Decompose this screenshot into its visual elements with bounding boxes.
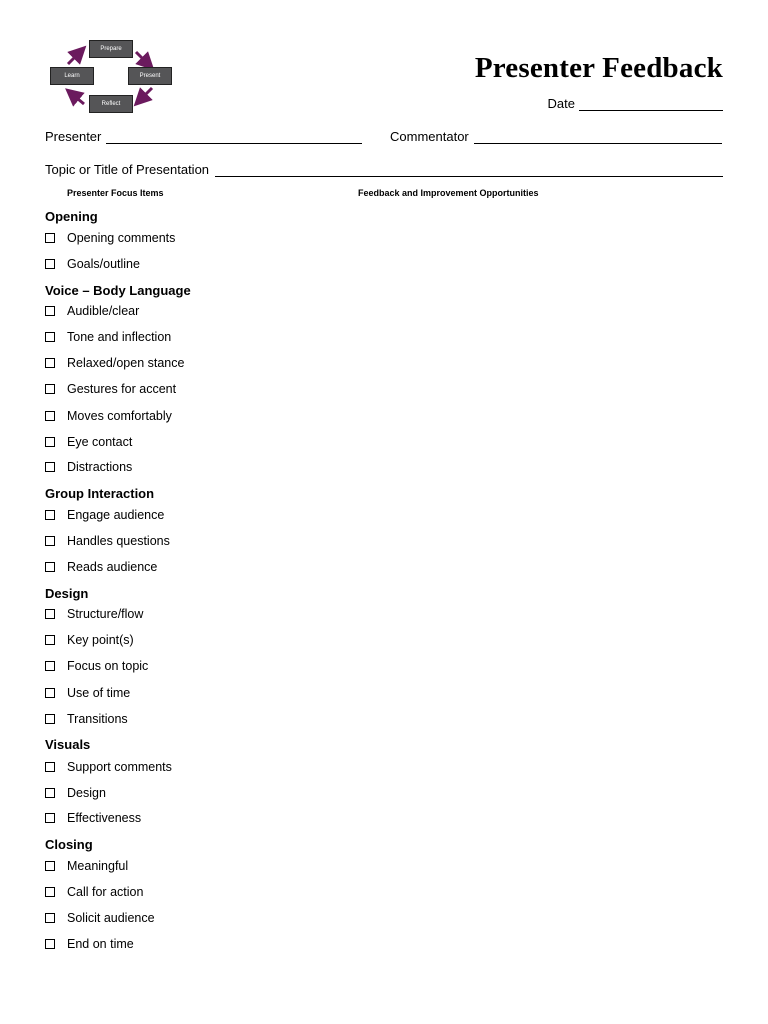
checkbox[interactable] — [45, 635, 55, 645]
checklist-item-label: Solicit audience — [67, 911, 155, 925]
checklist-item[interactable] — [45, 911, 155, 925]
checklist-item-label: Relaxed/open stance — [67, 356, 185, 370]
checklist-item[interactable] — [45, 937, 134, 951]
logo-cycle-diagram — [48, 38, 174, 116]
checkbox[interactable] — [45, 384, 55, 394]
checklist-item[interactable] — [45, 409, 172, 423]
checkbox[interactable] — [45, 437, 55, 447]
topic-label: Topic or Title of Presentation — [45, 162, 210, 177]
checklist-item[interactable] — [45, 330, 171, 344]
checkbox[interactable] — [45, 233, 55, 243]
checkbox[interactable] — [45, 688, 55, 698]
commentator-input-line[interactable] — [474, 129, 722, 144]
checklist-item-label: Reads audience — [67, 560, 158, 574]
checklist-item-label: Effectiveness — [67, 811, 142, 825]
checklist-item[interactable] — [45, 560, 157, 574]
column-header-focus-items: Presenter Focus Items — [67, 188, 164, 198]
checklist-item-label: End on time — [67, 937, 134, 951]
checklist-item-label: Eye contact — [67, 435, 133, 449]
checkbox[interactable] — [45, 358, 55, 368]
section-title-closing: Closing — [45, 837, 93, 852]
checklist-item[interactable] — [45, 811, 141, 825]
checklist-item[interactable] — [45, 460, 132, 474]
checklist-item[interactable] — [45, 633, 134, 647]
topic-input-line[interactable] — [215, 162, 723, 177]
checkbox[interactable] — [45, 939, 55, 949]
checklist-item-label: Handles questions — [67, 534, 170, 548]
checklist-item-label: Transitions — [67, 712, 128, 726]
page-title: Presenter Feedback — [474, 52, 723, 84]
checklist-item-label: Call for action — [67, 885, 144, 899]
checkbox[interactable] — [45, 714, 55, 724]
checkbox[interactable] — [45, 462, 55, 472]
checkbox[interactable] — [45, 913, 55, 923]
checklist-item[interactable] — [45, 356, 184, 370]
checklist-item[interactable] — [45, 534, 170, 548]
date-input-line[interactable] — [579, 96, 723, 111]
checkbox[interactable] — [45, 332, 55, 342]
checkbox[interactable] — [45, 259, 55, 269]
checklist-item[interactable] — [45, 786, 106, 800]
checklist-item[interactable] — [45, 508, 164, 522]
checklist-item-label: Goals/outline — [67, 257, 140, 271]
checkbox[interactable] — [45, 411, 55, 421]
date-field — [548, 96, 723, 111]
checklist-item-label: Structure/flow — [67, 607, 144, 621]
presenter-label: Presenter — [45, 129, 102, 144]
column-header-feedback: Feedback and Improvement Opportunities — [358, 188, 539, 198]
section-title-voice-body-language: Voice – Body Language — [45, 283, 191, 298]
presenter-input-line[interactable] — [106, 129, 362, 144]
checkbox[interactable] — [45, 661, 55, 671]
checklist-item-label: Key point(s) — [67, 633, 134, 647]
cycle-box-bottom: Reflect — [89, 95, 133, 113]
checklist-item-label: Meaningful — [67, 859, 129, 873]
checkbox[interactable] — [45, 536, 55, 546]
checklist-item-label: Focus on topic — [67, 659, 149, 673]
commentator-label: Commentator — [390, 129, 469, 144]
checklist-item[interactable] — [45, 686, 130, 700]
checklist-item-label: Opening comments — [67, 231, 176, 245]
checklist-item-label: Design — [67, 786, 106, 800]
checklist-item[interactable] — [45, 760, 172, 774]
presenter-field — [45, 129, 362, 144]
cycle-box-top: Prepare — [89, 40, 133, 58]
checklist-item-label: Audible/clear — [67, 304, 140, 318]
topic-field — [45, 162, 723, 177]
checkbox[interactable] — [45, 762, 55, 772]
checklist-item[interactable] — [45, 659, 148, 673]
checklist-item[interactable] — [45, 304, 139, 318]
checkbox[interactable] — [45, 887, 55, 897]
checklist-item[interactable] — [45, 257, 140, 271]
cycle-box-right: Present — [128, 67, 172, 85]
date-label: Date — [547, 96, 575, 111]
section-title-visuals: Visuals — [45, 737, 91, 752]
commentator-field — [390, 129, 722, 144]
checkbox[interactable] — [45, 306, 55, 316]
checklist-item[interactable] — [45, 607, 143, 621]
checklist-item-label: Distractions — [67, 460, 133, 474]
checklist-item[interactable] — [45, 859, 128, 873]
checkbox[interactable] — [45, 562, 55, 572]
checklist-item-label: Moves comfortably — [67, 409, 172, 423]
checkbox[interactable] — [45, 510, 55, 520]
checklist-item-label: Support comments — [67, 760, 172, 774]
checkbox[interactable] — [45, 813, 55, 823]
checklist-item[interactable] — [45, 435, 132, 449]
checklist-item-label: Use of time — [67, 686, 131, 700]
checklist-item-label: Engage audience — [67, 508, 165, 522]
checklist-item-label: Gestures for accent — [67, 382, 177, 396]
section-title-opening: Opening — [45, 209, 98, 224]
cycle-box-left: Learn — [50, 67, 94, 85]
checkbox[interactable] — [45, 861, 55, 871]
section-title-group-interaction: Group Interaction — [45, 486, 155, 501]
checklist-item[interactable] — [45, 712, 128, 726]
section-title-design: Design — [45, 586, 89, 601]
checkbox[interactable] — [45, 609, 55, 619]
checkbox[interactable] — [45, 788, 55, 798]
checklist-item[interactable] — [45, 382, 176, 396]
checklist-item[interactable] — [45, 885, 143, 899]
checklist-item-label: Tone and inflection — [67, 330, 172, 344]
checklist-item[interactable] — [45, 231, 175, 245]
